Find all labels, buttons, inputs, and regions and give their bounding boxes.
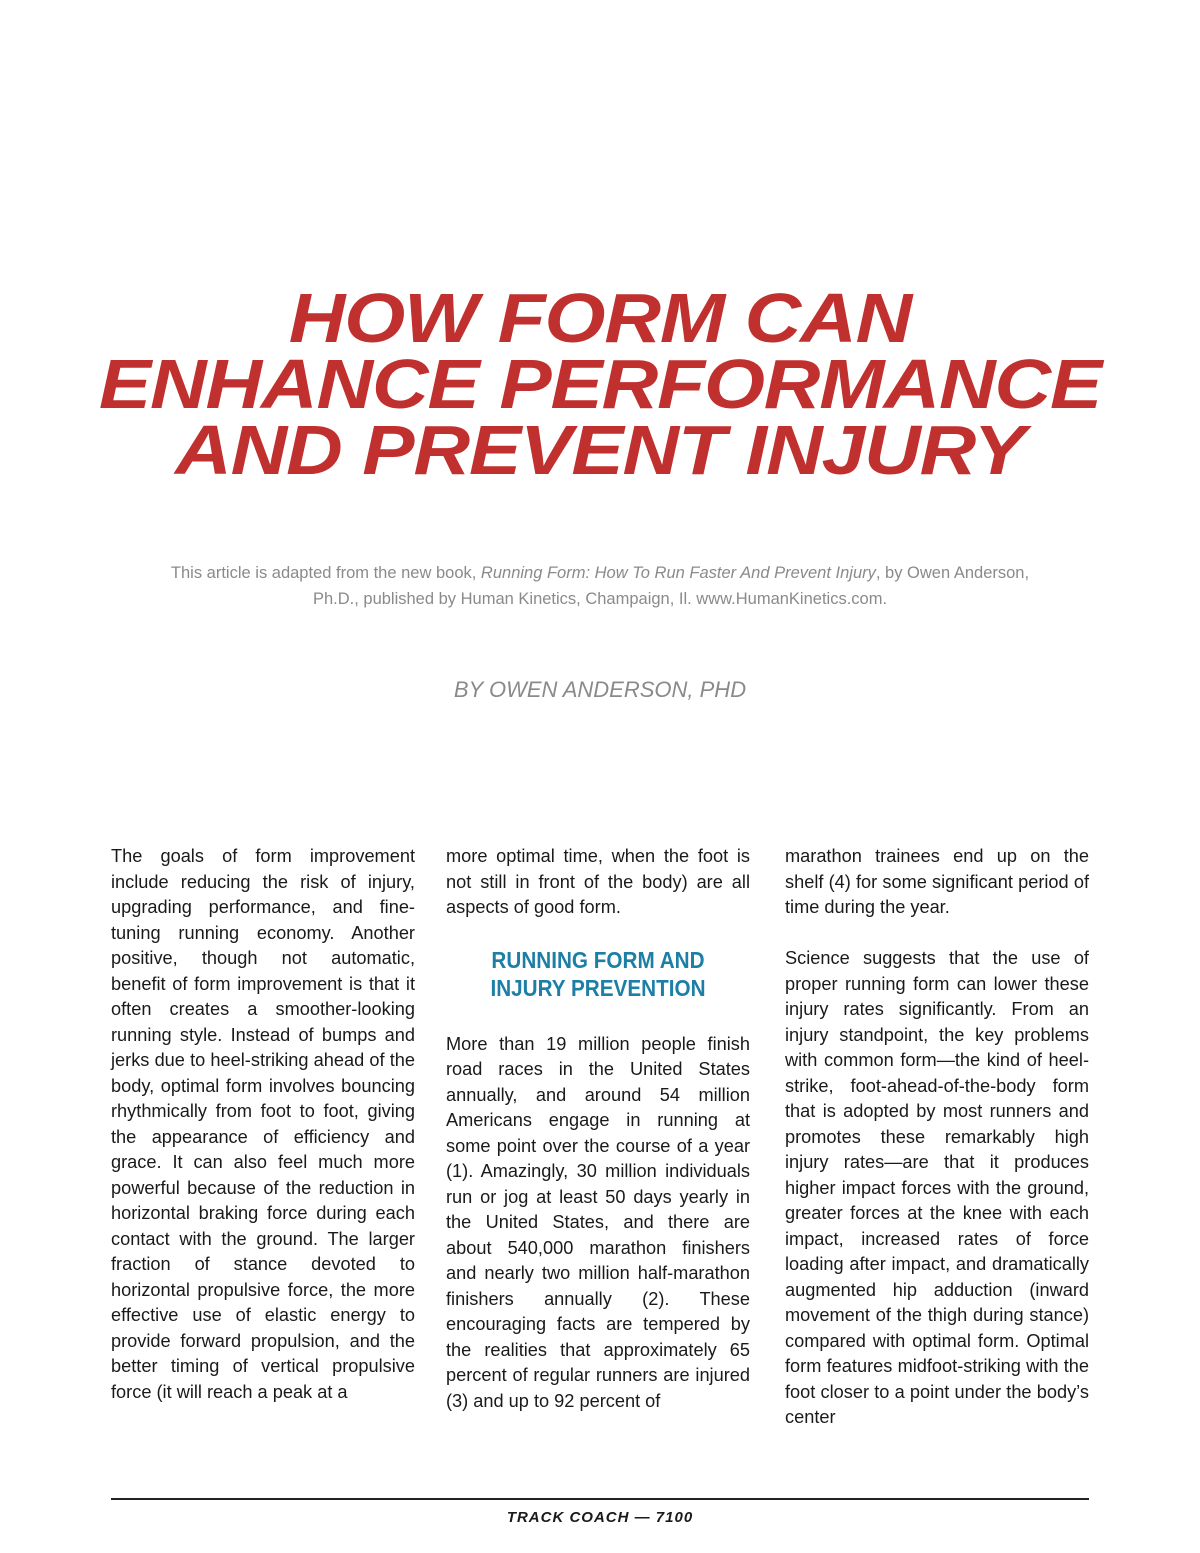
intro-text-before: This article is adapted from the new book,: [170, 564, 481, 582]
paragraph: More than 19 million people finish road races in the United States annually, and around 54 million Americans engage in running at some point over the course of a year (1). Amazingly, 30 million individuals run or jog at least 50 days yearly in the United States, and there are about 540,000 marathon finishers and nearly two million half-marathon finishers annually (2). These encouraging facts are tempered by the realities that approximately 65 percent of regular runners are injured (3) and up to 92 percent of: [446, 1033, 750, 1411]
paragraph: Science suggests that the use of proper running form can lower these injury rates significantly. From an injury standpoint, the key problems with common form—the kind of heel-strike, foot-ahead-of-the-body form that is adopted by most runners and promotes these remarkably high injury rates—are that it produces higher impact forces with the ground, greater forces at the knee with each impact, increased rates of force loading after impact, and dramatically augmented hip adduction (inward movement of the thigh during stance) compared with optimal form. Optimal form features midfoot-striking with the foot closer to a point under the body’s center: [785, 948, 1089, 1427]
paragraph: marathon trainees end up on the shelf (4) for some significant period of time during the year.: [785, 846, 1089, 917]
intro-text-after: , by Owen Anderson, Ph.D., published by Human Kinetics, Champaign, Il. www.HumanKinetics.com.: [312, 564, 1030, 608]
title-line-1: HOW FORM CAN: [288, 279, 912, 357]
article-intro: [150, 560, 1050, 612]
page-footer: TRACK COACH — 7100: [506, 1509, 694, 1526]
title-line-2: ENHANCE PERFORMANCE: [98, 345, 1102, 423]
column-2: [446, 844, 750, 1414]
title-line-3: AND PREVENT INJURY: [175, 411, 1025, 489]
paragraph: The goals of form improvement include reducing the risk of injury, upgrading performance, and fine-tuning running economy. Another positive, though not automatic, benefit of form improvement is that it often creates a smoother-looking running style. Instead of bumps and jerks due to heel-striking ahead of the body, optimal form involves bouncing rhythmically from foot to foot, giving the appearance of efficiency and grace. It can also feel much more powerful because of the reduction in horizontal braking force during each contact with the ground. The larger fraction of stance devoted to horizontal propulsive force, the more effective use of elastic energy to provide forward propulsion, and the better timing of vertical propulsive force (it will reach a peak at a: [111, 846, 415, 1402]
paragraph: more optimal time, when the foot is not still in front of the body) are all aspects of good form.: [446, 846, 750, 917]
article-title: [0, 279, 1200, 489]
section-heading: RUNNING FORM AND INJURY PREVENTION: [490, 946, 706, 1001]
column-1: [111, 844, 415, 1405]
footer-rule: [111, 1498, 1089, 1500]
intro-book-title: Running Form: How To Run Faster And Prevent Injury: [480, 564, 876, 582]
byline: BY OWEN ANDERSON, PHD: [453, 677, 747, 702]
column-3: [785, 844, 1089, 1431]
